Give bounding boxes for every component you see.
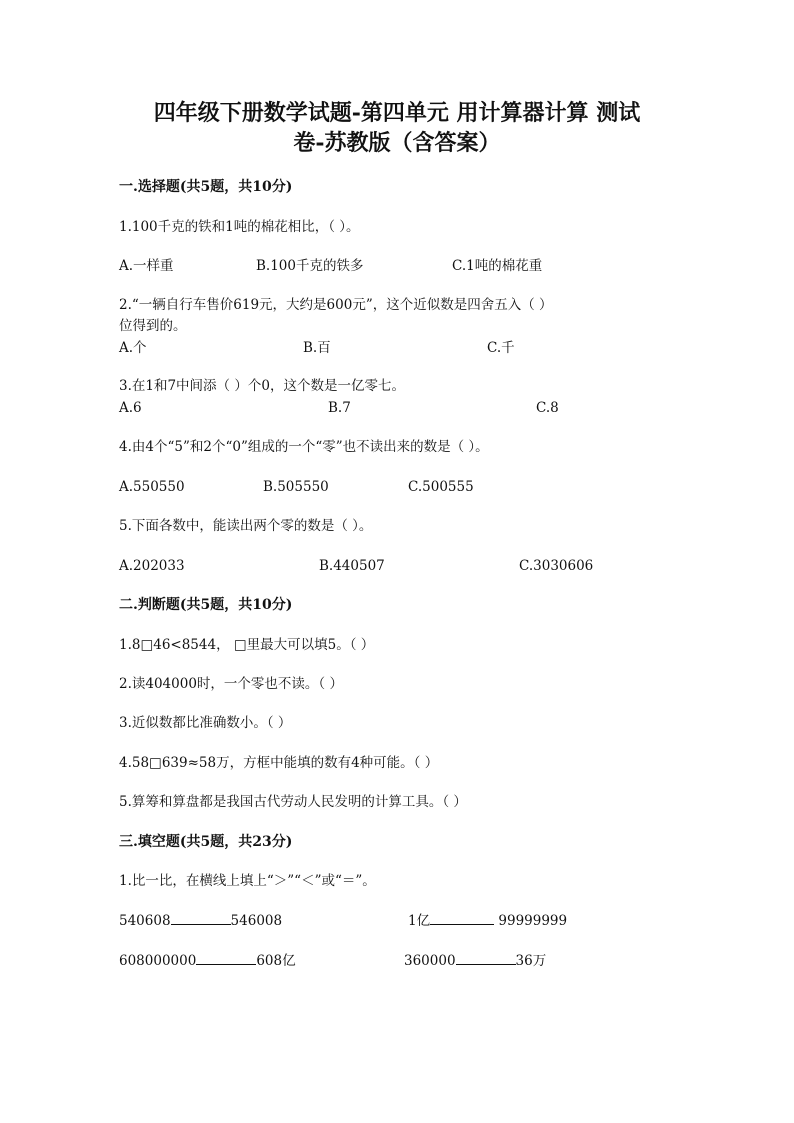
title-line-2: 卷-苏教版（含答案） [293, 130, 501, 156]
choice-q1-option-b: B.100千克的铁多 [256, 258, 364, 274]
judge-q3: 3.近似数都比准确数小。（ ） [119, 715, 292, 731]
choice-q5-option-c: C.3030606 [519, 558, 594, 574]
choice-q2-option-c: C.千 [487, 340, 515, 356]
judge-q5: 5.算筹和算盘都是我国古代劳动人民发明的计算工具。（ ） [119, 794, 467, 810]
choice-q4: 4.由4个“5”和2个“0”组成的一个“零”也不读出来的数是（ ）。 [119, 439, 489, 455]
choice-q5-option-a: A.202033 [119, 558, 185, 574]
choice-q2-cont: 位得到的。 [119, 318, 187, 334]
document-title [100, 98, 694, 158]
fill-q1-item-2-right: 99999999 [498, 913, 568, 929]
section-fill-heading: 三.填空题(共5题，共23分) [119, 834, 293, 850]
fill-q1-item-1 [119, 912, 282, 930]
fill-q1-item-4-right: 36万 [515, 953, 547, 969]
choice-q2-option-a: A.个 [119, 340, 147, 356]
choice-q3-option-c: C.8 [536, 400, 559, 416]
fill-q1-item-2-left: 1亿 [408, 913, 431, 929]
choice-q3-option-b: B.7 [328, 400, 351, 416]
choice-q1: 1.100千克的铁和1吨的棉花相比，（ ）。 [119, 219, 360, 235]
judge-q1: 1.8□46<8544， □里最大可以填5。（ ） [119, 637, 375, 653]
fill-q1-item-1-left: 540608 [119, 913, 171, 929]
choice-q3-option-a: A.6 [119, 400, 142, 416]
choice-q4-option-c: C.500555 [408, 479, 474, 495]
answer-blank[interactable] [196, 952, 256, 965]
fill-q1-item-3-right: 608亿 [256, 953, 296, 969]
fill-q1-item-2 [408, 912, 567, 930]
judge-q2: 2.读404000时，一个零也不读。（ ） [119, 676, 343, 692]
answer-blank[interactable] [430, 912, 494, 925]
fill-q1-item-4-left: 360000 [404, 953, 456, 969]
section-judge-heading: 二.判断题(共5题，共10分) [119, 597, 293, 613]
fill-q1-item-3 [119, 952, 296, 970]
answer-blank[interactable] [456, 952, 516, 965]
choice-q1-option-c: C.1吨的棉花重 [452, 258, 543, 274]
choice-q1-option-a: A.一样重 [119, 258, 174, 274]
section-choice-heading: 一.选择题(共5题，共10分) [119, 179, 293, 195]
fill-q1-item-3-left: 608000000 [119, 953, 197, 969]
fill-q1-item-4 [404, 952, 546, 970]
answer-blank[interactable] [171, 912, 231, 925]
choice-q5-option-b: B.440507 [319, 558, 385, 574]
choice-q4-option-a: A.550550 [119, 479, 185, 495]
choice-q2-option-b: B.百 [303, 340, 331, 356]
fill-q1-item-1-right: 546008 [230, 913, 283, 929]
judge-q4: 4.58□639≈58万，方框中能填的数有4种可能。（ ） [119, 755, 439, 771]
choice-q2: 2.“一辆自行车售价619元，大约是600元”，这个近似数是四舍五入（ ） [119, 297, 553, 313]
title-line-1: 四年级下册数学试题-第四单元 用计算器计算 测试 [153, 100, 641, 126]
choice-q3: 3.在1和7中间添（ ）个0，这个数是一亿零七。 [119, 378, 405, 394]
choice-q4-option-b: B.505550 [263, 479, 329, 495]
fill-q1: 1.比一比，在横线上填上“＞”“＜”或“＝”。 [119, 873, 376, 889]
choice-q5: 5.下面各数中，能读出两个零的数是（ ）。 [119, 518, 373, 534]
